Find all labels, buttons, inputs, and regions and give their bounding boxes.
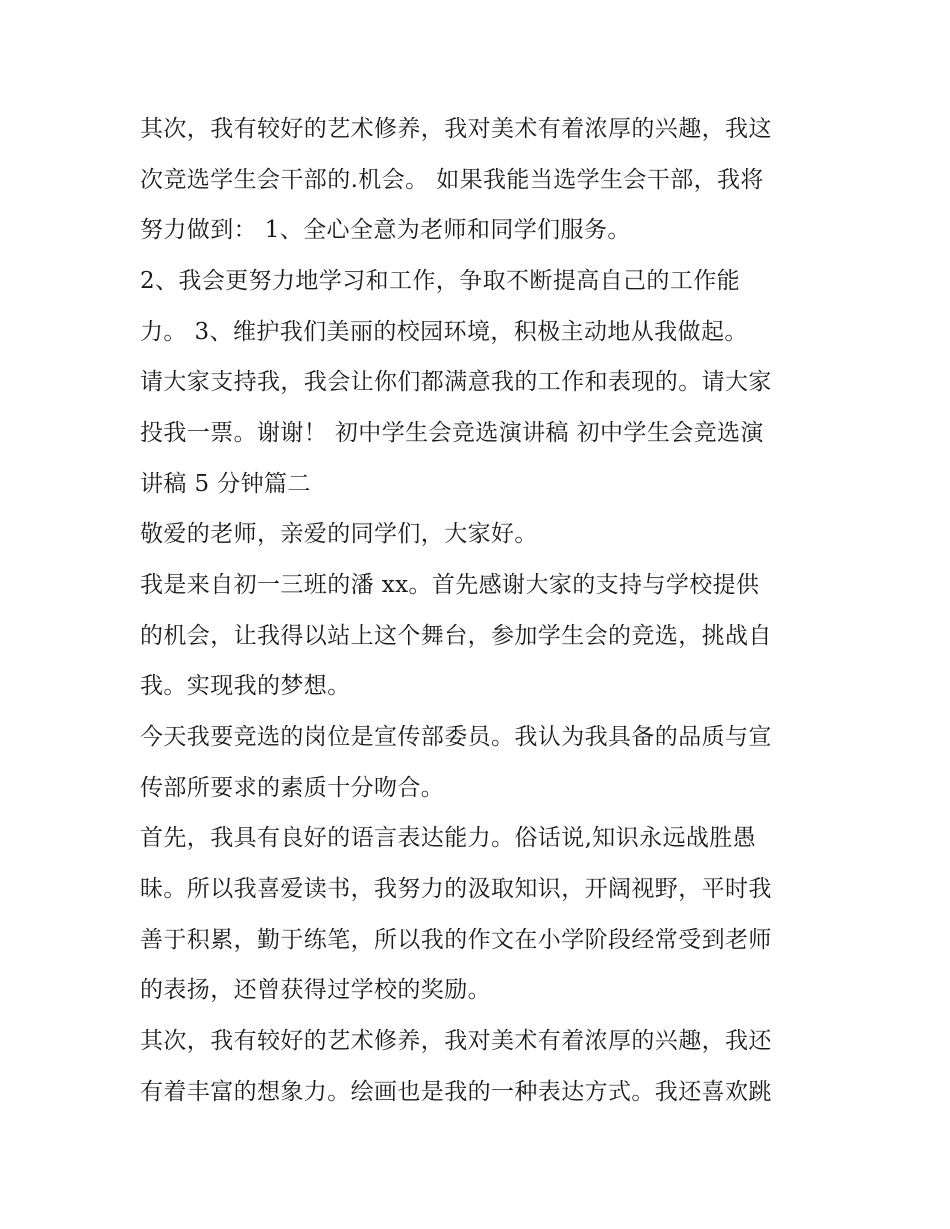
text-line: 敬爱的老师，亲爱的同学们，大家好。	[140, 521, 538, 547]
text-line: 我。实现我的梦想。	[140, 673, 351, 699]
text-line: 有着丰富的想象力。绘画也是我的一种表达方式。我还喜欢跳	[140, 1079, 772, 1105]
text-line: 的机会，让我得以站上这个舞台，参加学生会的竞选，挑战自	[140, 623, 772, 649]
text-line: 2、我会更努力地学习和工作，争取不断提高自己的工作能	[140, 268, 741, 294]
text-line: 其次，我有较好的艺术修养，我对美术有着浓厚的兴趣，我还	[140, 1028, 772, 1054]
text-line: 的表扬，还曾获得过学校的奖励。	[140, 977, 491, 1003]
text-line: 首先，我具有良好的语言表达能力。俗话说,知识永远战胜愚	[140, 825, 757, 851]
text-line: 传部所要求的素质十分吻合。	[140, 775, 445, 801]
text-line: 我是来自初一三班的潘 xx。首先感谢大家的支持与学校提供	[140, 572, 760, 598]
text-line: 请大家支持我，我会让你们都满意我的工作和表现的。请大家	[140, 369, 772, 395]
text-line: 昧。所以我喜爱读书，我努力的汲取知识，开阔视野，平时我	[140, 876, 772, 902]
text-line: 今天我要竞选的岗位是宣传部委员。我认为我具备的品质与宣	[140, 724, 772, 750]
text-line: 善于积累，勤于练笔，所以我的作文在小学阶段经常受到老师	[140, 927, 772, 953]
text-line: 次竞选学生会干部的.机会。 如果我能当选学生会干部，我将	[140, 167, 764, 193]
text-line: 投我一票。谢谢！ 初中学生会竞选演讲稿 初中学生会竞选演	[140, 420, 764, 446]
text-line: 努力做到： 1、全心全意为老师和同学们服务。	[140, 217, 631, 243]
text-line: 讲稿 5 分钟篇二	[140, 471, 311, 497]
text-line: 其次，我有较好的艺术修养，我对美术有着浓厚的兴趣，我这	[140, 116, 772, 142]
text-line: 力。 3、维护我们美丽的校园环境，积极主动地从我做起。	[140, 319, 748, 345]
